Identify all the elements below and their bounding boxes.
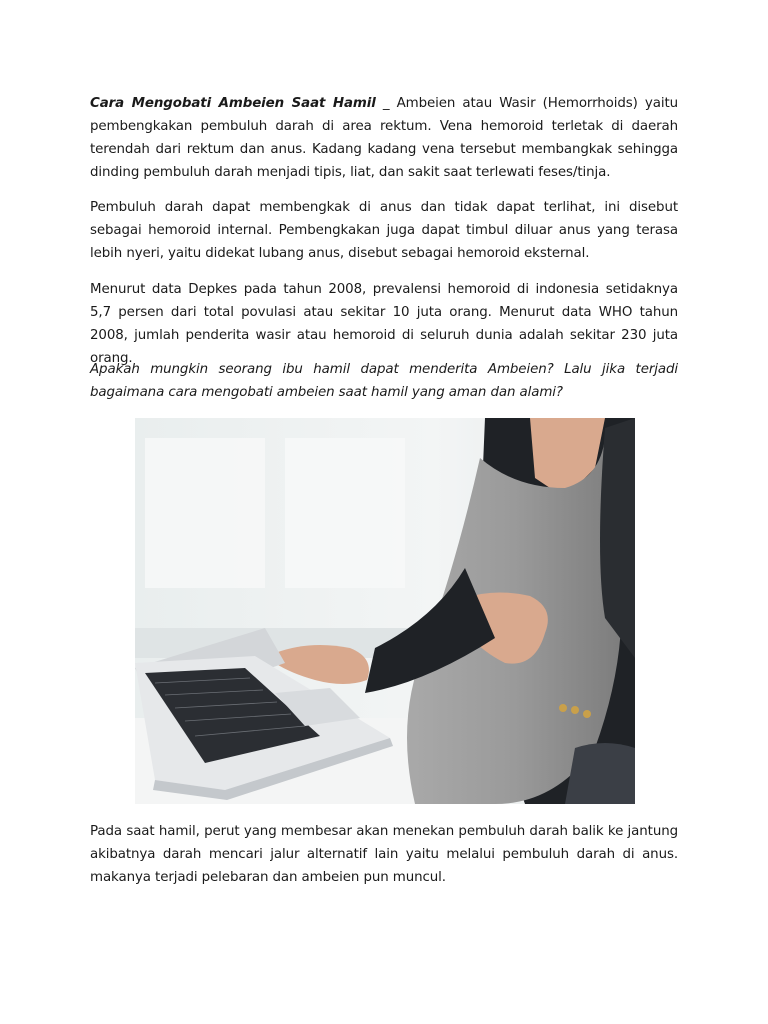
- pregnant-woman-laptop-photo: [135, 418, 635, 804]
- pregnancy-cause-paragraph: Pada saat hamil, perut yang membesar akan menekan pembuluh darah balik ke jantung akibatnya darah mencari jalur alternatif lain yaitu melalui pembuluh darah di anus. makanya terjadi pelebaran dan ambeien pun muncul.: [90, 824, 678, 885]
- intro-paragraph-text: _ Ambeien atau Wasir (Hemorrhoids) yaitu pembengkakan pembuluh darah di area rektum. Vena hemoroid terletak di daerah terendah dari rektum dan anus. Kadang kadang vena tersebut membangkak sehingga dinding pembuluh darah menjadi tipis, liat, dan sakit saat terlewati feses/tinja.: [90, 96, 678, 180]
- intro-paragraph: [90, 92, 678, 184]
- photo-illustration: [135, 418, 635, 804]
- statistics-paragraph: Menurut data Depkes pada tahun 2008, prevalensi hemoroid di indonesia setidaknya 5,7 persen dari total povulasi atau sekitar 10 juta orang. Menurut data WHO tahun 2008, jumlah penderita wasir atau hemoroid di seluruh dunia adalah sekitar 230 juta orang.: [90, 282, 678, 366]
- article-title-lead: Cara Mengobati Ambeien Saat Hamil: [90, 96, 376, 111]
- question-paragraph: Apakah mungkin seorang ibu hamil dapat menderita Ambeien? Lalu jika terjadi bagaimana cara mengobati ambeien saat hamil yang aman dan alami?: [90, 362, 678, 400]
- hemoroid-types-paragraph: Pembuluh darah dapat membengkak di anus dan tidak dapat terlihat, ini disebut sebagai hemoroid internal. Pembengkakan juga dapat timbul diluar anus yang terasa lebih nyeri, yaitu didekat lubang anus, disebut sebagai hemoroid eksternal.: [90, 200, 678, 261]
